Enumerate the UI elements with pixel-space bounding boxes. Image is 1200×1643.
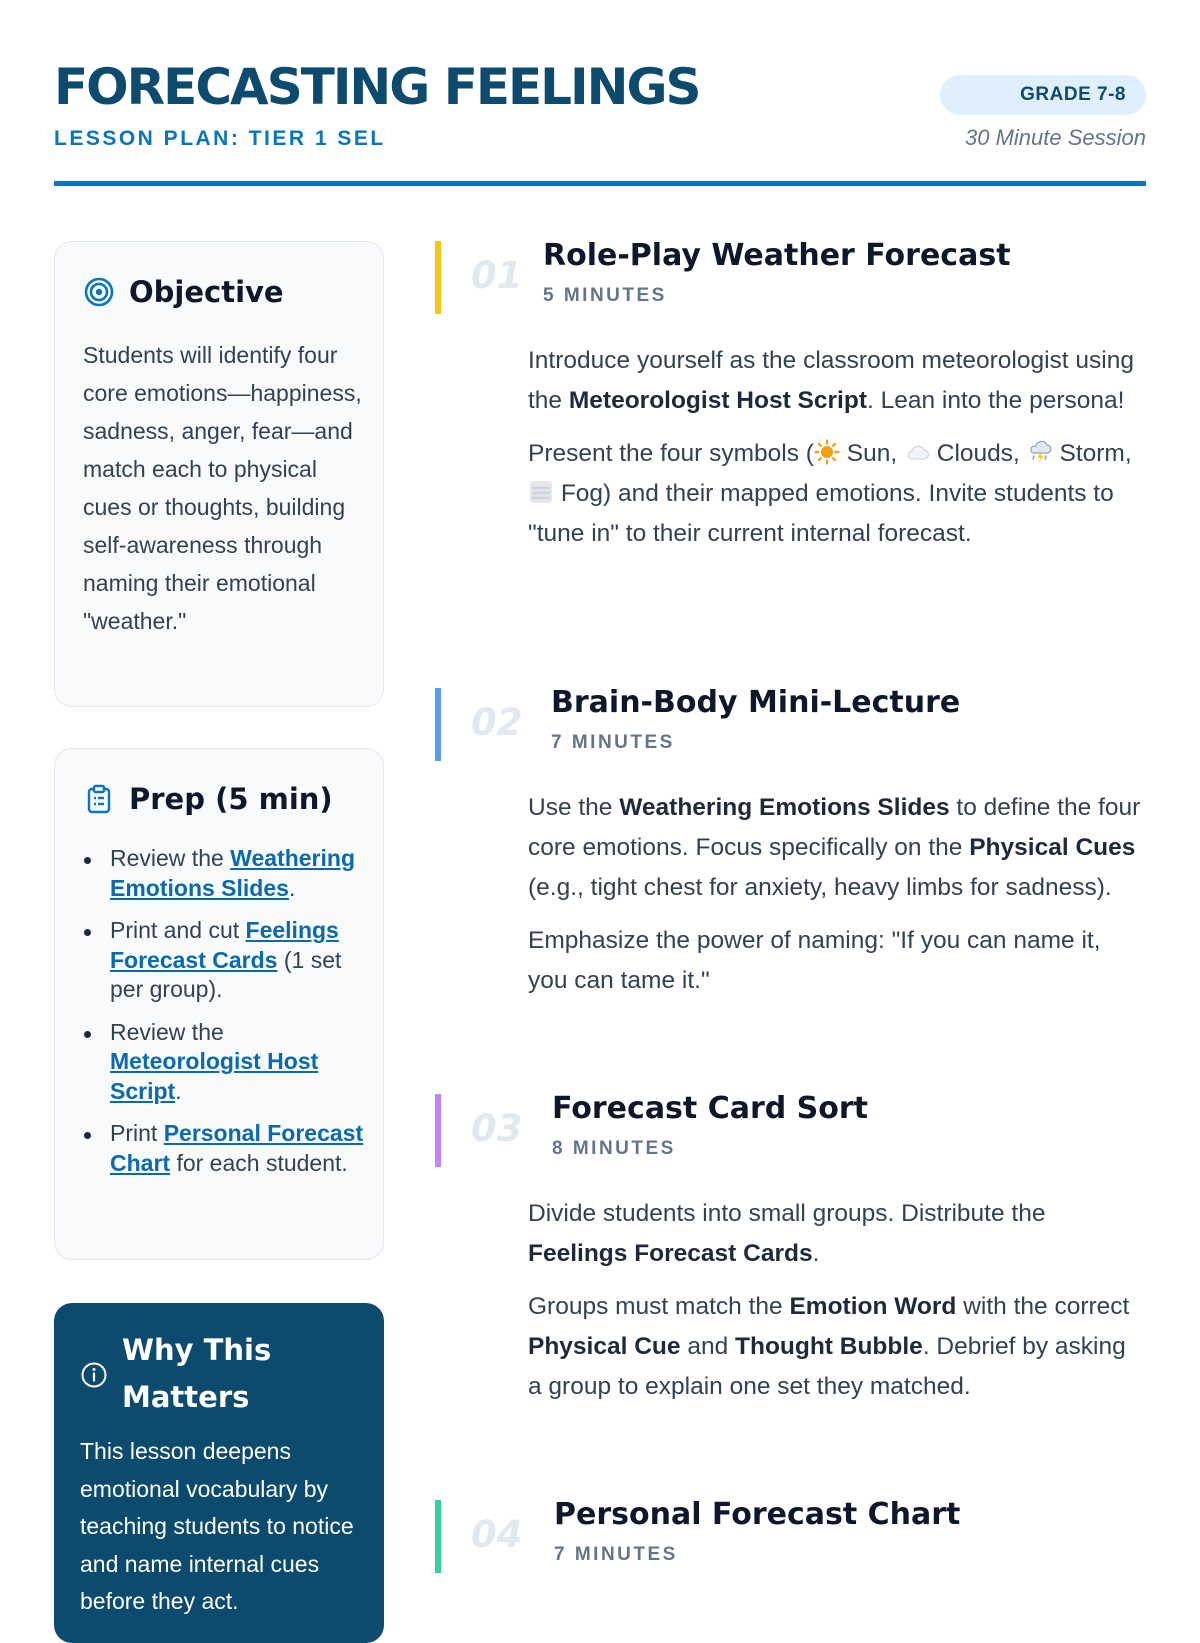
prep-item [83, 1018, 368, 1107]
fog-icon [528, 479, 554, 505]
page-title: FORECASTING FEELINGS [54, 58, 700, 116]
clipboard-icon [83, 783, 115, 815]
step-body [528, 341, 1143, 567]
step-number: 03 [471, 1107, 523, 1150]
why-title: Why This Matters [122, 1333, 272, 1414]
step-paragraph [528, 1194, 1143, 1274]
target-icon [83, 276, 115, 308]
sun-icon [814, 439, 840, 465]
prep-item-text: . [175, 1077, 182, 1104]
prep-item-text: . [288, 874, 296, 901]
text: Sun, [846, 440, 898, 467]
step-title: Brain-Body Mini-Lecture [551, 685, 961, 720]
objective-title: Objective [129, 275, 284, 309]
text: to define the four core emotions. Focus specifically on the [528, 794, 1141, 861]
prep-item-text: Print [110, 1120, 164, 1146]
step-accent-bar [435, 241, 441, 314]
prep-title: Prep (5 min) [129, 782, 333, 816]
prep-item-text: Review the [110, 1018, 224, 1045]
prep-item [83, 1119, 368, 1178]
text: . Debrief by asking a group to explain one set they matched. [528, 1333, 1126, 1400]
slides-ref: Weathering Emotions Slides [619, 794, 950, 821]
prep-item [83, 916, 368, 1005]
step-title: Role-Play Weather Forecast [543, 238, 1011, 273]
info-icon [80, 1361, 108, 1389]
text: Storm, [1059, 440, 1132, 467]
step-accent-bar [435, 688, 441, 761]
objective-card [54, 241, 384, 707]
step-number: 04 [471, 1513, 523, 1556]
slides-link[interactable]: Weathering Emotions Slides [110, 845, 355, 901]
step-duration: 7 MINUTES [554, 1544, 678, 1565]
text: . Lean into the persona! [866, 387, 1125, 414]
storm-icon [1027, 439, 1053, 465]
step-duration: 8 MINUTES [552, 1138, 676, 1159]
grade-badge: GRADE 7-8 [940, 75, 1146, 115]
step-duration: 7 MINUTES [551, 732, 675, 753]
cloud-icon [904, 439, 930, 465]
why-card [54, 1303, 384, 1643]
forecast-chart-link[interactable]: Personal Forecast Chart [110, 1120, 364, 1176]
step-body [528, 788, 1143, 1014]
text: with the correct [956, 1293, 1130, 1320]
physical-cues-ref: Physical Cues [969, 834, 1136, 861]
step-paragraph [528, 434, 1143, 554]
prep-item-text: for each student. [170, 1149, 348, 1176]
text: (e.g., tight chest for anxiety, heavy limbs for sadness). [528, 874, 1112, 901]
page-header [54, 55, 1146, 186]
text: . [812, 1240, 820, 1267]
host-script-ref: Meteorologist Host Script [568, 387, 867, 414]
text: Introduce yourself as the classroom meteorologist using the [528, 347, 1134, 414]
forecast-cards-ref: Feelings Forecast Cards [528, 1240, 813, 1267]
lesson-plan-page [54, 0, 1146, 1614]
objective-text: Students will identify four core emotions—happiness, sadness, anger, fear—and match each to physical cues or thoughts, building self-awareness through naming their emotional "weather." [83, 342, 362, 634]
text: and [680, 1333, 736, 1360]
objective-header [83, 272, 284, 312]
prep-header [83, 779, 333, 819]
step-paragraph [528, 788, 1143, 908]
text: Groups must match the [528, 1293, 790, 1320]
prep-item-text: Review the [110, 845, 231, 871]
text: Present the four symbols ( [528, 440, 814, 467]
prep-item-text: (1 set per group). [110, 946, 342, 1002]
text: Divide students into small groups. Distribute the [528, 1200, 1046, 1227]
session-length: 30 Minute Session [965, 125, 1146, 150]
step-title: Personal Forecast Chart [554, 1497, 961, 1532]
forecast-cards-link[interactable]: Feelings Forecast Cards [110, 917, 339, 973]
step-paragraph [528, 341, 1143, 421]
prep-list [83, 844, 368, 1191]
step-number: 02 [471, 701, 523, 744]
text: Fog) and their mapped emotions. Invite students to "tune in" to their current internal forecast. [528, 480, 1114, 547]
why-text: This lesson deepens emotional vocabulary by teaching students to notice and name internal cues before they act. [80, 1438, 354, 1614]
thought-bubble-ref: Thought Bubble [735, 1333, 923, 1360]
step-number: 01 [471, 254, 523, 297]
step-paragraph: Emphasize the power of naming: "If you can name it, you can tame it." [528, 927, 1101, 994]
step-accent-bar [435, 1094, 441, 1167]
step-body [528, 1194, 1143, 1420]
text: Clouds, [936, 440, 1020, 467]
host-script-link[interactable]: Meteorologist Host Script [110, 1048, 319, 1104]
prep-item-text: Print and cut [110, 917, 246, 943]
prep-item [83, 844, 368, 903]
emotion-word-ref: Emotion Word [789, 1293, 957, 1320]
step-title: Forecast Card Sort [552, 1091, 869, 1126]
step-accent-bar [435, 1500, 441, 1573]
step-duration: 5 MINUTES [543, 285, 667, 306]
text: Use the [528, 794, 620, 821]
prep-card [54, 748, 384, 1260]
page-subtitle: LESSON PLAN: TIER 1 SEL [54, 127, 386, 150]
step-paragraph [528, 1287, 1143, 1407]
physical-cue-ref: Physical Cue [528, 1333, 681, 1360]
